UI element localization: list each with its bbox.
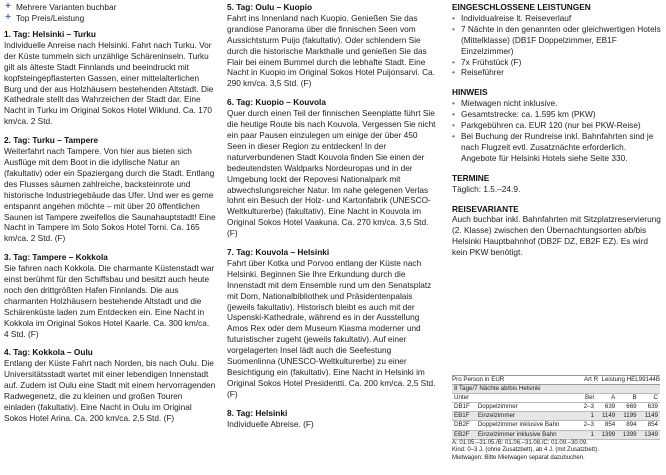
column-3 [452,2,662,267]
travel-variant-section: REISEVARIANTE Auch buchbar inkl. Bahnfahrten mit Sitzplatzreservierung (2. Klasse) zwischen den Übernachtungsorten ab/bis Helsinki Hauptbahnhof (DB2F DZ, EB2F EZ). Es wird kein PKW benötigt. [452,203,661,258]
section-title: TERMINE [452,172,490,183]
section-title: HINWEIS [452,87,488,98]
list-item: • 7x Frühstück (F) [452,56,522,67]
price-table [452,375,660,462]
plus-icon: + [5,11,11,23]
bullet-icon: • [452,67,455,78]
list-item: • Mietwagen nicht inklusive. [452,98,558,109]
day-block: 3. Tag: Tampere – Kokkola Sie fahren nach Kokkola. Die charmante Küstenstadt war einst berühmt für den Schiffsbau und besitzt auch heute noch den drittgrößten Hafen Finnlands. Die aus charmanten Holzhäusern bestehende Altstadt und die Schärenküste laden zum Entdecken ein. Eine Nacht in Kokkola im Original Sokos Hotel Kaarle. Ca. 300 km/ca. 4 Std. (F) [4,252,215,339]
child-note: Kind: 0–3 J. (ohne Zusatzbett), ab 4 J. (mit Zusatzbett). [452,447,599,454]
features-list [4,2,216,23]
day-block: 1. Tag: Helsinki – Turku Individuelle Anreise nach Helsinki. Fahrt nach Turku. Vor der Küste tummeln sich unzählige Schäreninseln. Turku gilt als älteste Stadt Finnlands und beeindruckt mit kopfsteingepflasterten Gassen, einer mittelalterlichen Burg und der aus Holzhäusern bestehenden Altstadt. Die Kathedrale stellt das Wahrzeichen der Stadt dar. Eine Nacht in Turku im Original Sokos Hotel Wiklund. Ca. 170 km/ca. 2 Std. [4,29,214,127]
list-item: • 7 Nächte in den genannten oder gleichwertigen Hotels (Mittelklasse) (DB1F Doppelzimmer, EB1F Einzelzimmer) [452,23,661,56]
list-item: • Gesamtstrecke: ca. 1.595 km (PKW) [452,109,596,120]
section-title: EINGESCHLOSSENE LEISTUNGEN [452,2,591,12]
price-header: Pro Person in EUR Art R Leistung HEL99144B [452,375,660,385]
bullet-icon: • [452,23,455,34]
list-item: • Bei Buchung der Rundreise inkl. Bahnfahrten sind je nach Flugzeit evtl. Zusatznächte erforderlich. Angebote für Helsinki Hotels siehe Seite 330. [452,130,654,163]
bullet-icon: • [452,56,455,67]
bullet-icon: • [452,98,455,109]
list-item: • Individualreise lt. Reiseverlauf [452,12,572,23]
services-section [452,2,662,78]
column-1 [4,2,216,432]
bullet-icon: • [452,120,455,131]
bullet-icon: • [452,130,455,141]
table-row: EB1F Einzelzimmer 1 1149 1199 1149 [454,412,658,420]
bullet-icon: • [452,109,455,120]
dates-section: TERMINE Täglich: 1.5.–24.9. [452,173,662,195]
column-2 [227,2,439,438]
day-block: 8. Tag: Helsinki Individuelle Abreise. (F) [227,407,314,429]
bullet-icon: • [452,12,455,23]
day-block: 5. Tag: Oulu – Kuopio Fahrt ins Innenland nach Kuopio. Genießen Sie das grandiose Panorama über die finnischen Seen vom Aussichtsturm Puijo (fakultativ). Oder schlendern Sie durch die historische Markthalle und genießen Sie das Flair bei einem Bummel durch die lebhafte Stadt. Eine Nacht in Kuopio im Original Sokos Hotel Puijonsarvi. Ca. 290 km/ca. 3,5 Std. (F) [227,2,435,89]
table-header-row: Unter Bel A B C [454,394,658,402]
table-row: DB2F Doppelzimmer inklusive Bahn 2–3 854 894 854 [454,421,658,429]
day-block: 7. Tag: Kouvola – Helsinki Fahrt über Kotka und Porvoo entlang der Küste nach Helsinki. Beginnen Sie Ihre Erkundung durch die Innenstadt mit dem Ensemble rund um den Senatsplatz mit Dom, Nationalbibliothek und Präsidentenpalais (jeweils fakultativ). Historisch bleibt es auch mit der Uspenski-Kathedrale, während es in der Ausstellung Amos Rex oder dem Museum Kiasma moderner und futuristischer zugeht (jeweils fakultativ). Auf einer vorgelagerten Insel lädt auch die Seefestung Suomenlinna (UNESCO-Weltkulturerbe) zu einer Besichtigung ein (fakultativ). Eine Nacht in Helsinki im Original Sokos Hotel Presidentti. Ca. 200 km/ca. 2,5 Std. (F) [227,247,436,399]
table-row: EB2F Einzelzimmer inklusive Bahn 1 1399 1399 1349 [454,430,658,438]
section-title: REISEVARIANTE [452,203,519,214]
day-block: 4. Tag: Kokkola – Oulu Entlang der Küste Fahrt nach Norden, bis nach Oulu. Die Universitätsstadt wartet mit einer lebendigen Innenstadt auf. Zudem ist Oulu eine Stadt mit einem hervorragenden Radwegenetz, die zu kleinen und großen Touren einladen (fakultativ). Eine Nacht in Oulu im Original Sokos Hotel Arina. Ca. 200 km/ca. 2,5 Std. (F) [4,347,216,423]
table-row: 8 Tage/7 Nächte ab/bis Helsinki [452,385,660,394]
season-note: A: 01.05.–31.05./B: 01.06.–31.08./C: 01.09.–30.09. [452,439,588,446]
price-grid [452,385,660,440]
feature-item: + Mehrere Varianten buchbar [5,1,117,12]
feature-item: + Top Preis/Leistung [5,11,85,23]
day-block: 6. Tag: Kuopio – Kouvola Quer durch einen Teil der finnischen Seenplatte führt Sie die heutige Route bis nach Kouvola. Vergessen Sie nicht ein paar Pausen einzulegen um einige der über 450 Seen in dieser Region zu entdecken! In der naturverbundenen Stadt Kouvola finden Sie einen der bedeutendsten Waldparks Nordeuropas und in der Umgebung lockt der Repovesi Nationalpark mit abwechslungsreicher Natur. Im nahe gelegenen Verlas lohnt ein Besuch der Holz- und Kartonfabrik (UNESCO-Weltkulturerbe) (fakultativ). Eine Nacht in Kouvola im Original Sokos Hotel Vaakuna. Ca. 270 km/ca. 3,5 Std. (F) [227,97,436,239]
table-row: DB1F Doppelzimmer 2–3 639 669 639 [454,403,658,411]
list-item: • Parkgebühren ca. EUR 120 (nur bei PKW-Reise) [452,120,641,131]
list-item: • Reiseführer [452,67,504,78]
day-block: 2. Tag: Turku – Tampere Weiterfahrt nach Tampere. Von hier aus bieten sich Ausflüge mit dem Boot in die idyllische Natur an (fakultativ) oder ein Spaziergang durch die Stadt. Entlang des Flusses säumen zahlreiche, backsteinrote und historische Industriegebäude das Ufer. Und wer es gerne entspannt angehen möchte – mit über 20 öffentlichen Saunen ist Tampere zweifellos die Saunahauptstadt! Eine Nacht in Tampere im Solo Sokos Hotel Torni. Ca. 165 km/ca. 2 Std. (F) [4,135,216,244]
plus-icon: + [5,1,11,12]
rental-note: Mietwagen: Bitte Mietwagen separat dazubuchen. [452,454,585,461]
hints-section [452,87,662,163]
